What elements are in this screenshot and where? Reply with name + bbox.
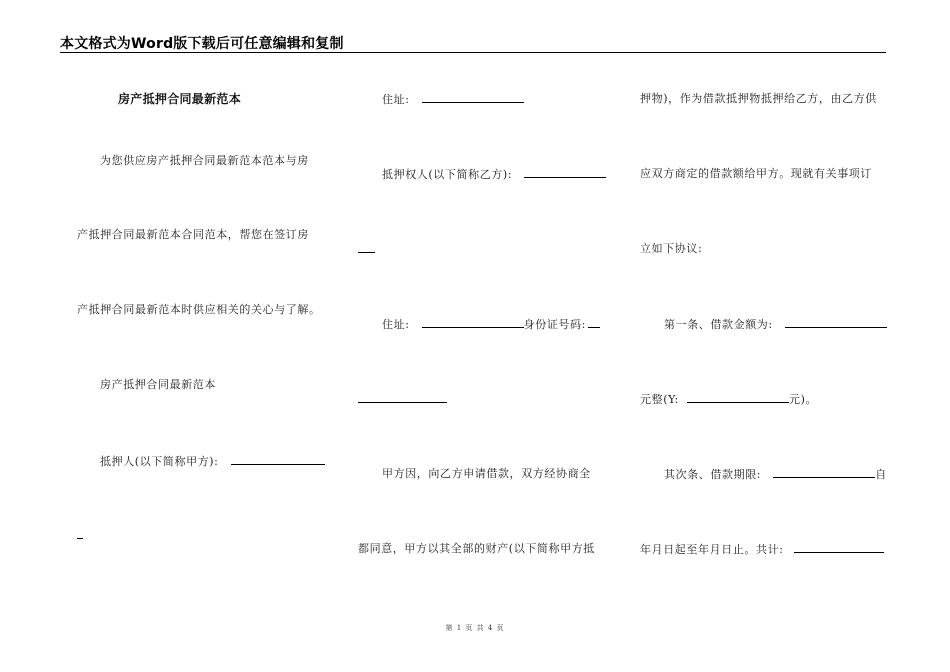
address-line-2	[382, 317, 600, 332]
id-blank[interactable]	[588, 317, 600, 328]
term-line	[640, 542, 884, 557]
article-1-label: 第一条、借款金额为:	[664, 318, 773, 331]
mortgagor-label: 抵押人(以下简称甲方):	[100, 455, 219, 468]
intro-line-2: 产抵押合同最新范本合同范本，帮您在签订房	[77, 228, 309, 241]
id-blank-cont[interactable]	[358, 392, 447, 407]
mortgagee-label: 抵押权人(以下简称乙方):	[382, 168, 513, 181]
document-title: 房产抵押合同最新范本	[118, 92, 242, 106]
para-line-2: 都同意，甲方以其全部的财产(以下简称甲方抵	[358, 542, 595, 555]
amount-line	[640, 392, 817, 407]
article-2-line	[664, 467, 887, 482]
article-2-label: 其次条、借款期限:	[664, 468, 762, 481]
amount-blank[interactable]	[785, 317, 887, 328]
id-label: 身份证号码:	[523, 318, 586, 331]
blank-stub	[77, 528, 83, 539]
mortgagor-blank[interactable]	[231, 454, 325, 465]
address-blank-1[interactable]	[422, 92, 524, 103]
intro-line-3: 产抵押合同最新范本时供应相关的关心与了解。	[77, 303, 321, 316]
mortgagee-blank[interactable]	[524, 167, 606, 178]
address-label-2: 住址:	[382, 318, 410, 331]
para-line-1: 甲方因，向乙方申请借款，双方经协商全	[382, 467, 591, 480]
address-line-1	[382, 92, 524, 107]
subtitle: 房产抵押合同最新范本	[100, 378, 216, 391]
col3-line-2: 应双方商定的借款额给甲方。现就有关事项订	[640, 167, 872, 180]
mortgagor-blank-cont[interactable]	[77, 528, 83, 543]
amount-label-b: 元)。	[789, 393, 818, 406]
mortgagor-line	[100, 454, 325, 469]
page-number: 第 1 页 共 4 页	[445, 624, 505, 632]
article-1-line	[664, 317, 887, 332]
term-total-blank[interactable]	[794, 542, 884, 553]
header-rule	[60, 52, 886, 53]
header-title: 本文格式为Word版下载后可任意编辑和复制	[60, 36, 344, 52]
term-label: 年月日起至年月日止。共计:	[640, 543, 784, 556]
col3-line-1: 押物)，作为借款抵押物抵押给乙方，由乙方供	[640, 92, 877, 105]
col3-line-3: 立如下协议:	[640, 242, 703, 255]
id-blank-2	[358, 392, 447, 403]
article-2-end: 自	[875, 468, 887, 481]
amount-numeric-blank[interactable]	[687, 392, 789, 403]
document-header	[60, 33, 886, 53]
amount-label-a: 元整(Y:	[640, 393, 679, 406]
blank-stub-2	[358, 242, 375, 253]
address-blank-2[interactable]	[422, 317, 524, 328]
mortgagee-line	[382, 167, 606, 182]
term-blank[interactable]	[773, 467, 875, 478]
mortgagee-blank-cont[interactable]	[358, 242, 375, 257]
address-label-1: 住址:	[382, 93, 410, 106]
intro-line-1: 为您供应房产抵押合同最新范本范本与房	[100, 154, 309, 167]
